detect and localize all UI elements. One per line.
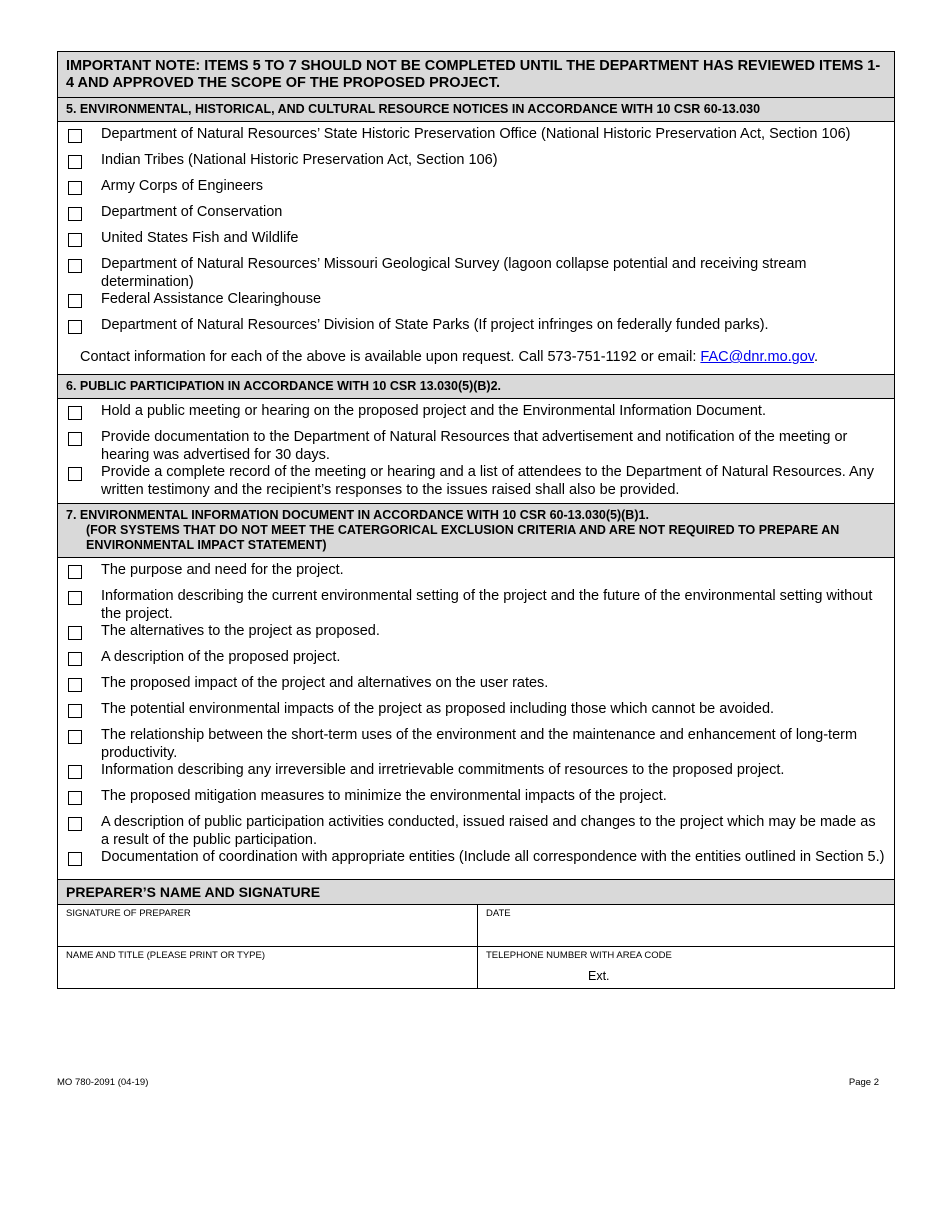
date-field[interactable] — [478, 905, 894, 946]
checklist-item-label: Indian Tribes (National Historic Preservation Act, Section 106) — [101, 152, 498, 168]
signature-header: PREPARER’S NAME AND SIGNATURE — [58, 879, 894, 905]
checkbox[interactable] — [68, 294, 82, 308]
checklist-item — [58, 701, 894, 727]
form-number: MO 780-2091 (04-19) — [57, 1077, 149, 1088]
signature-row-2 — [58, 947, 894, 989]
checkbox[interactable] — [68, 233, 82, 247]
form — [57, 51, 895, 989]
ext-label: Ext. — [588, 969, 610, 983]
page-number: Page 2 — [848, 1077, 879, 1088]
section-5-items — [58, 122, 894, 347]
signature-of-preparer-field[interactable] — [58, 905, 478, 946]
checklist-item — [58, 256, 894, 291]
checklist-item — [58, 429, 894, 464]
checkbox[interactable] — [68, 467, 82, 481]
checklist-item-label: The proposed impact of the project and alternatives on the user rates. — [101, 675, 549, 691]
checklist-item-label: The relationship between the short-term uses of the environment and the maintenance and enhancement of long-term productivity. — [101, 727, 858, 761]
section-7-subtitle: (FOR SYSTEMS THAT DO NOT MEET THE CATERGORICAL EXCLUSION CRITERIA AND ARE NOT REQUIRED TO PREPARE AN ENVIRONMENTAL IMPACT STATEMENT) — [86, 523, 840, 552]
checkbox[interactable] — [68, 730, 82, 744]
checklist-item — [58, 464, 894, 499]
checklist-item-label: Department of Natural Resources’ Division of State Parks (If project infringes on federally funded parks). — [101, 317, 769, 333]
checklist-item — [58, 152, 894, 178]
checklist-item-label: Department of Conservation — [101, 204, 283, 220]
telephone-label: TELEPHONE NUMBER WITH AREA CODE — [486, 950, 672, 961]
checklist-item — [58, 178, 894, 204]
checkbox[interactable] — [68, 626, 82, 640]
checkbox[interactable] — [68, 852, 82, 866]
checklist-item — [58, 649, 894, 675]
section-7-items — [58, 558, 894, 879]
checklist-item-label: A description of public participation activities conducted, issued raised and changes to the project which may be made as a result of the public participation. — [101, 814, 876, 848]
checkbox[interactable] — [68, 591, 82, 605]
checkbox[interactable] — [68, 791, 82, 805]
checkbox[interactable] — [68, 406, 82, 420]
checkbox[interactable] — [68, 765, 82, 779]
checklist-item — [58, 204, 894, 230]
checklist-item — [58, 562, 894, 588]
checklist-item-label: A description of the proposed project. — [101, 649, 341, 665]
checklist-item-label: Provide documentation to the Department of Natural Resources that advertisement and notification of the meeting or hearing was advertised for 30 days. — [101, 429, 848, 463]
checkbox[interactable] — [68, 565, 82, 579]
checklist-item — [58, 403, 894, 429]
contact-email-link[interactable]: FAC@dnr.mo.gov — [700, 349, 814, 365]
checklist-item — [58, 788, 894, 814]
checklist-item — [58, 623, 894, 649]
checklist-item-label: Federal Assistance Clearinghouse — [101, 291, 322, 307]
checklist-item — [58, 849, 894, 875]
checkbox[interactable] — [68, 129, 82, 143]
checklist-item-label: The alternatives to the project as proposed. — [101, 623, 380, 639]
checkbox[interactable] — [68, 652, 82, 666]
section-5-header: 5. ENVIRONMENTAL, HISTORICAL, AND CULTURAL RESOURCE NOTICES IN ACCORDANCE WITH 10 CSR 60-13.030 — [58, 98, 894, 122]
name-title-label: NAME AND TITLE (PLEASE PRINT OR TYPE) — [66, 950, 266, 961]
page-footer — [57, 1077, 879, 1088]
checklist-item-label: The potential environmental impacts of the project as proposed including those which cannot be avoided. — [101, 701, 775, 717]
checklist-item — [58, 317, 894, 343]
checklist-item-label: Army Corps of Engineers — [101, 178, 263, 194]
contact-text: Contact information for each of the above is available upon request. Call 573-751-1192 or email: — [80, 349, 701, 365]
checklist-item — [58, 126, 894, 152]
telephone-field[interactable] — [478, 947, 894, 988]
checklist-item-label: Documentation of coordination with appropriate entities (Include all correspondence with the entities outlined in Section 5.) — [101, 849, 885, 865]
checkbox[interactable] — [68, 207, 82, 221]
section-6-items — [58, 399, 894, 503]
name-and-title-field[interactable] — [58, 947, 478, 988]
checklist-item — [58, 727, 894, 762]
checkbox[interactable] — [68, 704, 82, 718]
checklist-item-label: Information describing any irreversible and irretrievable commitments of resources to the proposed project. — [101, 762, 785, 778]
checkbox[interactable] — [68, 678, 82, 692]
checklist-item — [58, 762, 894, 788]
checklist-item — [58, 588, 894, 623]
checklist-item-label: The proposed mitigation measures to minimize the environmental impacts of the project. — [101, 788, 667, 804]
checkbox[interactable] — [68, 259, 82, 273]
checklist-item-label: United States Fish and Wildlife — [101, 230, 299, 246]
checkbox[interactable] — [68, 432, 82, 446]
checklist-item-label: Hold a public meeting or hearing on the proposed project and the Environmental Information Document. — [101, 403, 766, 419]
important-note: IMPORTANT NOTE: ITEMS 5 TO 7 SHOULD NOT BE COMPLETED UNTIL THE DEPARTMENT HAS REVIEWED ITEMS 1-4 AND APPROVED THE SCOPE OF THE PROPOSED PROJECT. — [58, 52, 894, 98]
section-6-header: 6. PUBLIC PARTICIPATION IN ACCORDANCE WITH 10 CSR 13.030(5)(B)2. — [58, 374, 894, 399]
checkbox[interactable] — [68, 181, 82, 195]
signature-row-1 — [58, 905, 894, 947]
checklist-item — [58, 291, 894, 317]
checklist-item-label: Information describing the current environmental setting of the project and the future of the environmental setting without the project. — [101, 588, 873, 622]
checklist-item — [58, 675, 894, 701]
checklist-item — [58, 230, 894, 256]
checklist-item-label: Department of Natural Resources’ Missouri Geological Survey (lagoon collapse potential and receiving stream determination) — [101, 256, 807, 290]
checklist-item-label: Provide a complete record of the meeting or hearing and a list of attendees to the Department of Natural Resources. Any written testimony and the recipient’s responses to the issues raised shall also be provided. — [101, 464, 874, 498]
section-7-title: 7. ENVIRONMENTAL INFORMATION DOCUMENT IN ACCORDANCE WITH 10 CSR 60-13.030(5)(B)1. — [66, 508, 649, 522]
checkbox[interactable] — [68, 155, 82, 169]
checkbox[interactable] — [68, 817, 82, 831]
contact-info: Contact information for each of the above is available upon request. Call 573-751-1192 or email: FAC@dnr.mo.gov. — [80, 349, 819, 365]
checkbox[interactable] — [68, 320, 82, 334]
signature-label: SIGNATURE OF PREPARER — [66, 908, 191, 919]
checklist-item-label: The purpose and need for the project. — [101, 562, 344, 578]
checklist-item — [58, 814, 894, 849]
date-label: DATE — [486, 908, 511, 919]
section-7-header — [58, 503, 894, 558]
checklist-item-label: Department of Natural Resources’ State Historic Preservation Office (National Historic Preservation Act, Section 106) — [101, 126, 851, 142]
